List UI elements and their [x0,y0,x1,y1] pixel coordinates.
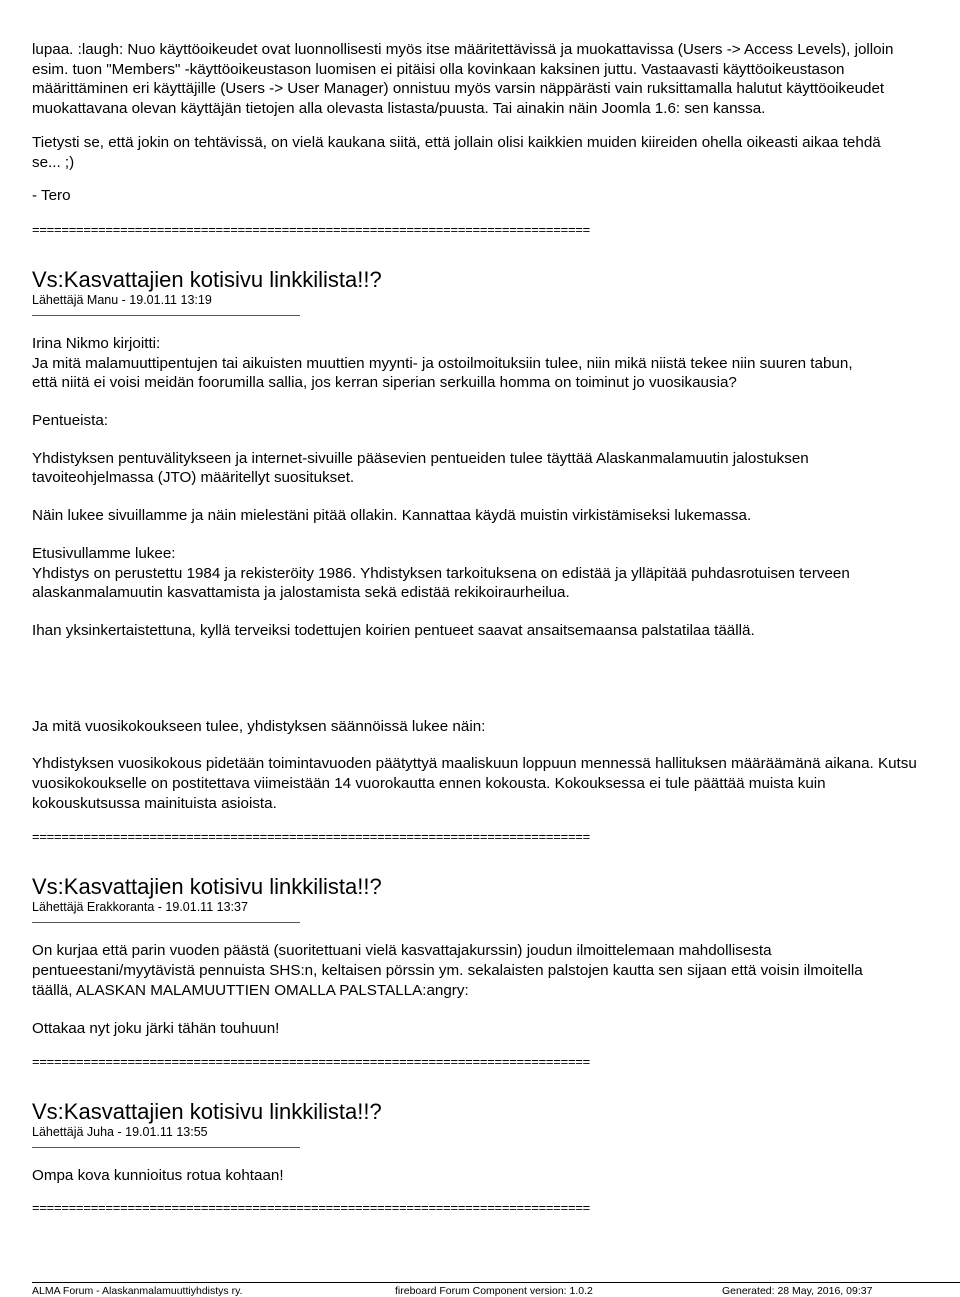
post-body [32,1166,960,1186]
post-meta: Lähettäjä Manu - 19.01.11 13:19 [32,292,212,307]
post-separator: ============================================================================ [32,829,590,845]
post-heading: Etusivullamme lukee: [32,544,176,562]
post-title: Vs:Kasvattajien kotisivu linkkilista!!? [32,1099,382,1125]
post-line: Näin lukee sivuillamme ja näin mielestäni pitää ollakin. Kannattaa käydä muistin virkistämiseksi lukemassa. [32,507,752,525]
post-line: vuosikokoukselle on postitettava viimeistään 14 vuorokautta ennen kokousta. Kokouksessa ei tule päättää muista kuin [32,775,826,793]
previous-post-body [32,40,960,206]
post-line: Ihan yksinkertaistettuna, kyllä terveiksi todettujen koirien pentueet saavat ansaitsemaansa palstatilaa täällä. [32,621,755,639]
post-line: Yhdistyksen pentuvälitykseen ja internet-sivuille pääsevien pentueiden tulee täyttää Alaskanmalamuutin jalostuksen [32,449,809,467]
post-title: Vs:Kasvattajien kotisivu linkkilista!!? [32,266,382,292]
intro-line: muokattavana olevan käyttäjän tietojen alla olevasta listasta/puusta. Tai ainakin näin Joomla 1.6: sen kanssa. [32,100,766,118]
post-line: Ottakaa nyt joku järki tähän touhuun! [32,1019,280,1037]
post-heading: Pentueista: [32,412,108,430]
post-line: On kurjaa että parin vuoden päästä (suoritettuani vielä kasvattajakurssin) joudun ilmoittelemaan mahdollisesta [32,942,772,960]
footer-rule [32,1282,960,1283]
post-body [32,334,960,814]
post-line: Ompa kova kunnioitus rotua kohtaan! [32,1167,284,1185]
post-signature: - Tero [32,187,71,205]
post-body [32,941,960,1038]
quote-author: Irina Nikmo kirjoitti: [32,334,161,352]
post-line: kokouskutsussa mainituista asioista. [32,794,277,812]
post-title: Vs:Kasvattajien kotisivu linkkilista!!? [32,874,382,900]
post-line: alaskanmalamuutin kasvattamista ja jalostamista sekä edistää rekikoiraurheilua. [32,584,570,602]
footer-site-name: ALMA Forum - Alaskanmalamuuttiyhdistys ry. [32,1285,243,1297]
post-meta: Lähettäjä Juha - 19.01.11 13:55 [32,1125,208,1140]
intro-line: määrittäminen eri käyttäjille (Users -> User Manager) onnistuu myös varsin näppärästi vain ruksittamalla halutut käyttöoikeudet [32,80,885,98]
forum-post [32,267,960,814]
intro-line: lupaa. :laugh: Nuo käyttöoikeudet ovat luonnollisesti myös itse määritettävissä ja muokattavissa (Users -> Access Levels), jolloin [32,41,894,58]
post-separator: ============================================================================ [32,221,590,237]
post-separator: ============================================================================ [32,1199,590,1215]
quote-line: että niitä ei voisi meidän foorumilla sallia, jos kerran siperian serkuilla homma on toiminut jo vuosikausia? [32,374,737,392]
forum-post [32,1099,960,1186]
post-line: Ja mitä vuosikokoukseen tulee, yhdistyksen säännöissä lukee näin: [32,717,486,735]
quote-line: Ja mitä malamuuttipentujen tai aikuisten muuttien myynti- ja ostoilmoituksiin tulee, niin mikä niistä tekee niin suuren tabun, [32,354,853,372]
post-line: Yhdistyksen vuosikokous pidetään toimintavuoden päätyttyä maaliskuun loppuun mennessä hallituksen määräämänä aikana. Kutsu [32,755,917,773]
post-separator: ============================================================================ [32,1054,590,1070]
intro-line: esim. tuon "Members" -käyttöoikeustason luomisen ei pitäisi olla kovinkaan kaksinen juttu. Vastaavasti käyttöoikeustason [32,60,845,78]
footer-generated-date: Generated: 28 May, 2016, 09:37 [722,1285,873,1297]
forum-post [32,874,960,1038]
intro-line: se... ;) [32,153,75,171]
footer-component-version: fireboard Forum Component version: 1.0.2 [395,1285,593,1297]
forum-thread-page [32,40,960,1215]
post-line: täällä, ALASKAN MALAMUUTTIEN OMALLA PALSTALLA:angry: [32,981,469,999]
intro-line: Tietysti se, että jokin on tehtävissä, on vielä kaukana siitä, että jollain olisi kaikkien muiden kiireiden ohella oikeasti aikaa tehdä [32,133,881,151]
post-line: tavoiteohjelmassa (JTO) määritellyt suositukset. [32,469,355,487]
post-line: Yhdistys on perustettu 1984 ja rekisteröity 1986. Yhdistyksen tarkoituksena on edistää ja ylläpitää puhdasrotuisen terveen [32,564,850,582]
post-meta: Lähettäjä Erakkoranta - 19.01.11 13:37 [32,900,248,915]
post-line: pentueestani/myytävistä pennuista SHS:n, keltaisen pörssin ym. sekalaisten palstojen kautta sen sijaan että voisin ilmoitella [32,962,863,980]
